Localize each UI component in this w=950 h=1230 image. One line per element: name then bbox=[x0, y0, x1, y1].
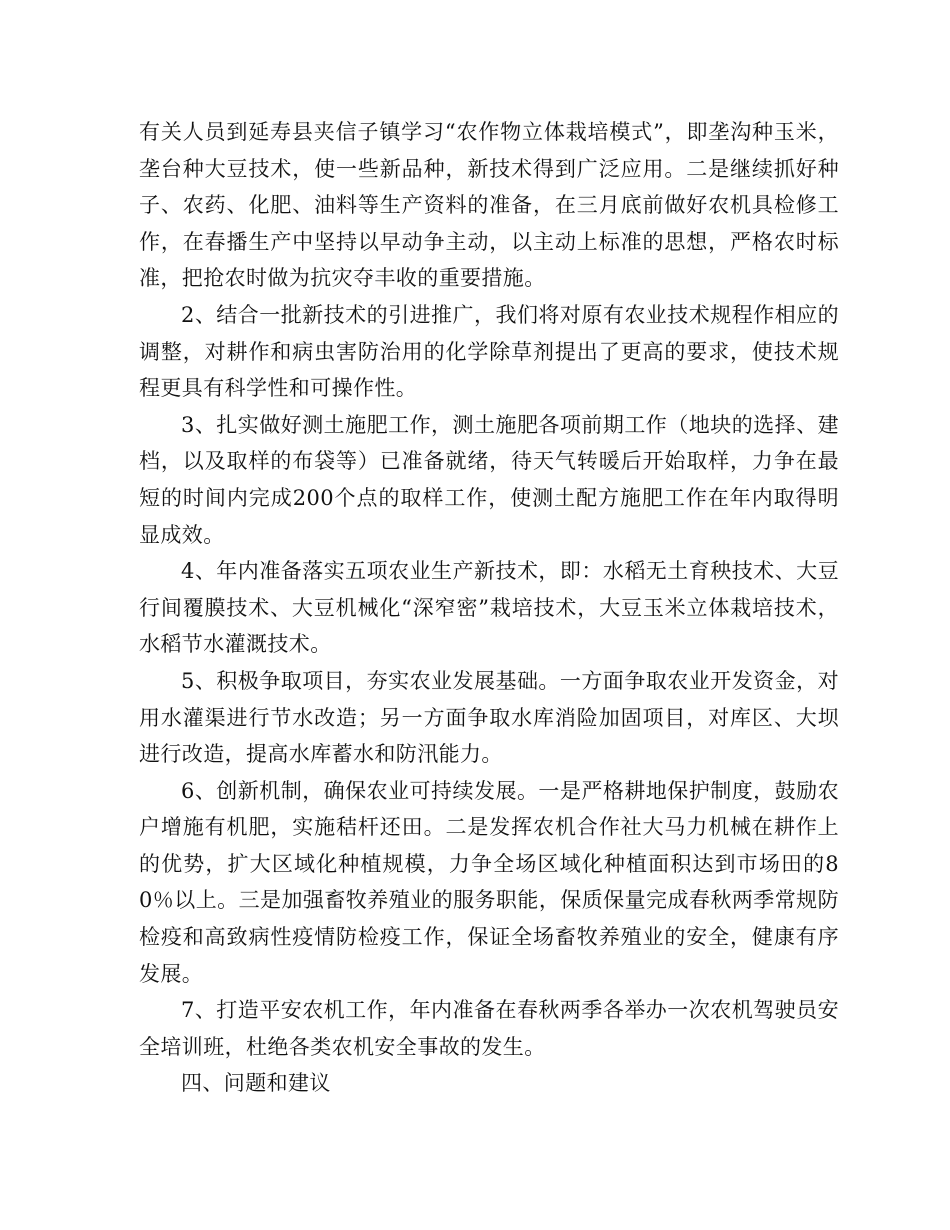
section-heading: 四、问题和建议 bbox=[181, 1071, 331, 1096]
paragraph-item-6: 6、创新机制，确保农业可持续发展。一是严格耕地保护制度，鼓励农户增施有机肥，实施秸杆还田。二是发挥农机合作社大马力机械在耕作上的优势，扩大区域化种植规模，力争全场区域化种植面积达到市场田的80％以上。三是加强畜牧养殖业的服务职能，保质保量完成春秋两季常规防检疫和高致病性疫情防检疫工作，保证全场畜牧养殖业的安全，健康有序发展。 bbox=[139, 778, 839, 986]
paragraph-item-4: 4、年内准备落实五项农业生产新技术，即：水稻无土育秧技术、大豆行间覆膜技术、大豆机械化“深窄密”栽培技术，大豆玉米立体栽培技术，水稻节水灌溉技术。 bbox=[139, 559, 839, 657]
paragraph-item-5: 5、积极争取项目，夯实农业发展基础。一方面争取农业开发资金，对用水灌渠进行节水改造；另一方面争取水库消险加固项目，对库区、大坝进行改造，提高水库蓄水和防汛能力。 bbox=[139, 668, 839, 767]
paragraph-item-3: 3、扎实做好测土施肥工作，测土施肥各项前期工作（地块的选择、建档，以及取样的布袋等）已准备就绪，待天气转暖后开始取样，力争在最短的时间内完成200个点的取样工作，使测土配方施肥工作在年内取得明显成效。 bbox=[139, 412, 839, 547]
paragraph-continuation: 有关人员到延寿县夹信子镇学习“农作物立体栽培模式”，即垄沟种玉米，垄台种大豆技术，使一些新品种，新技术得到广泛应用。二是继续抓好种子、农药、化肥、油料等生产资料的准备，在三月底前做好农机具检修工作，在春播生产中坚持以早动争主动，以主动上标准的思想，严格农时标准，把抢农时做为抗灾夺丰收的重要措施。 bbox=[139, 120, 839, 291]
document-body bbox=[139, 114, 839, 1102]
paragraph-item-2: 2、结合一批新技术的引进推广，我们将对原有农业技术规程作相应的调整，对耕作和病虫害防治用的化学除草剂提出了更高的要求，使技术规程更具有科学性和可操作性。 bbox=[139, 302, 839, 401]
paragraph-item-7: 7、打造平安农机工作，年内准备在春秋两季各举办一次农机驾驶员安全培训班，杜绝各类农机安全事故的发生。 bbox=[139, 998, 839, 1059]
